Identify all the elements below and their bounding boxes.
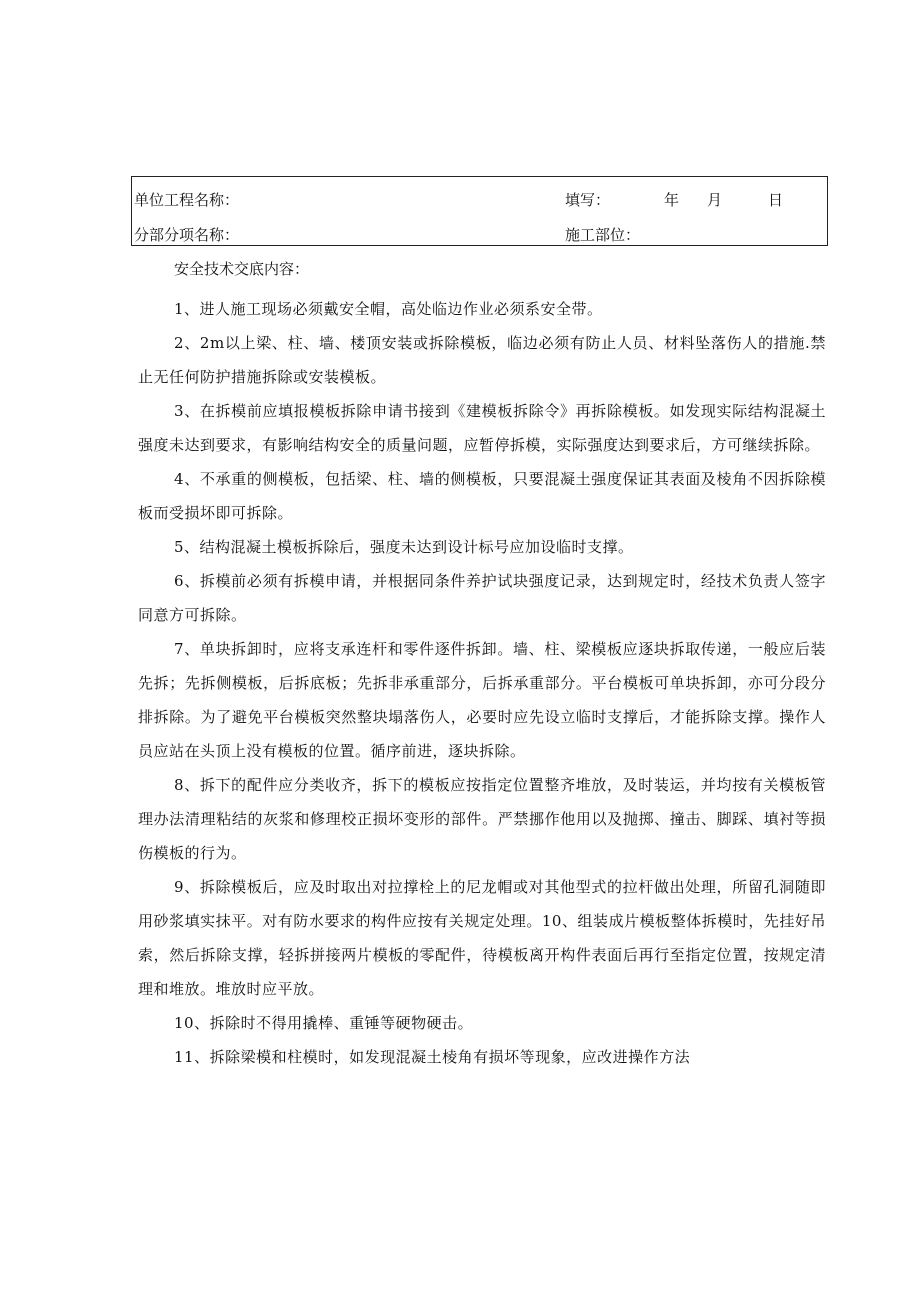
paragraph-6: 6、拆模前必须有拆模申请，并根据同条件养护试块强度记录，达到规定时，经技术负责人签字同意方可拆除。 (138, 572, 826, 624)
project-info-row-1 (132, 177, 827, 212)
paragraph-5: 5、结构混凝土模板拆除后，强度未达到设计标号应加设临时支撑。 (174, 538, 634, 556)
project-info-table (131, 176, 828, 246)
fill-date-label: 填写： (565, 191, 611, 209)
paragraph-1: 1、进人施工现场必须戴安全帽，高处临边作业必须系安全带。 (174, 300, 603, 318)
month-label: 月 (707, 191, 723, 209)
unit-project-name-label: 单位工程名称： (134, 191, 240, 209)
construction-part-label: 施工部位： (565, 226, 641, 244)
project-info-row-2 (132, 212, 827, 247)
sub-project-name-label: 分部分项名称： (134, 226, 240, 244)
safety-briefing-content (138, 258, 826, 1074)
paragraph-9: 9、拆除模板后，应及时取出对拉撑栓上的尼龙帽或对其他型式的拉杆做出处理，所留孔洞随即用砂浆填实抹平。对有防水要求的构件应按有关规定处理。10、组装成片模板整体拆模时，先挂好吊索，然后拆除支撑，轻拆拼接两片模板的零配件，待模板离开构件表面后再行至指定位置，按规定清理和堆放。堆放时应平放。 (138, 878, 826, 998)
day-label: 日 (768, 191, 784, 209)
paragraph-10: 10、拆除时不得用撬棒、重锤等硬物硬击。 (174, 1014, 474, 1032)
paragraph-7: 7、单块拆卸时，应将支承连杆和零件逐件拆卸。墙、柱、梁模板应逐块拆取传递，一般应后装先拆；先拆侧模板，后拆底板；先拆非承重部分，后拆承重部分。平台模板可单块拆卸，亦可分段分排拆除。为了避免平台模板突然整块塌落伤人，必要时应先设立临时支撑后，才能拆除支撑。操作人员应站在头顶上没有模板的位置。循序前进，逐块拆除。 (138, 640, 826, 760)
paragraph-3: 3、在拆模前应填报模板拆除申请书接到《建模板拆除令》再拆除模板。如发现实际结构混凝土强度未达到要求，有影响结构安全的质量问题，应暂停拆模，实际强度达到要求后，方可继续拆除。 (138, 402, 826, 454)
year-label: 年 (664, 191, 680, 209)
paragraph-4: 4、不承重的侧模板，包括梁、柱、墙的侧模板，只要混凝土强度保证其表面及棱角不因拆除模板而受损坏即可拆除。 (138, 470, 826, 522)
paragraph-8: 8、拆下的配件应分类收齐，拆下的模板应按指定位置整齐堆放，及时装运，并均按有关模板管理办法清理粘结的灰浆和修理校正损坏变形的部件。严禁挪作他用以及抛掷、撞击、脚踩、填衬等损伤模板的行为。 (138, 776, 826, 862)
content-heading: 安全技术交底内容： (174, 260, 310, 278)
paragraph-2: 2、2m以上梁、柱、墙、楼顶安装或拆除模板，临边必须有防止人员、材料坠落伤人的措施.禁止无任何防护措施拆除或安装模板。 (138, 334, 826, 386)
paragraph-11: 11、拆除梁模和柱模时，如发现混凝土棱角有损坏等现象，应改进操作方法 (174, 1048, 691, 1066)
